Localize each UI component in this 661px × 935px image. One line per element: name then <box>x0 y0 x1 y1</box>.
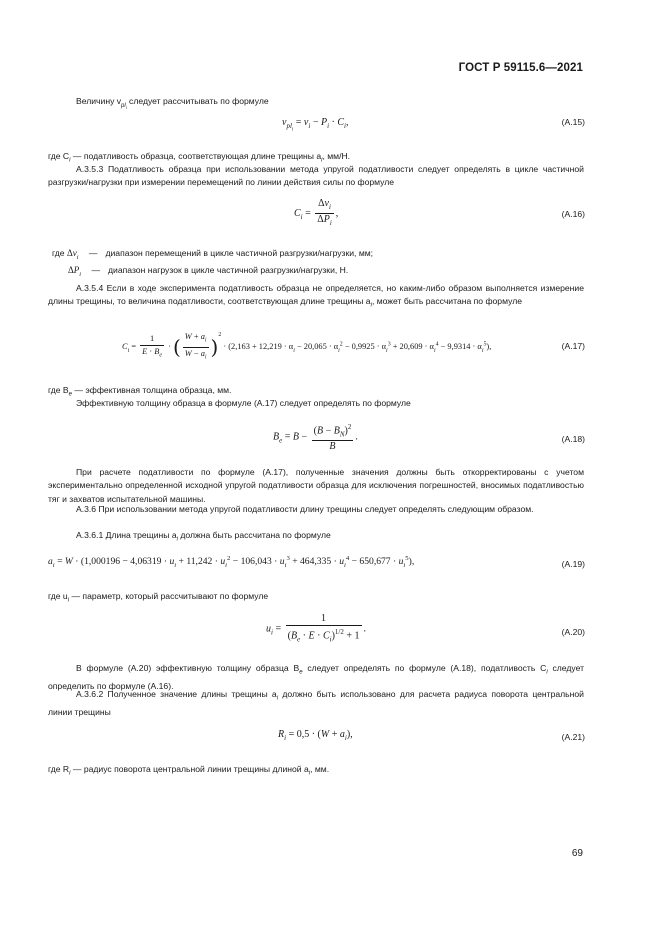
equation-number-a20: (A.20) <box>561 627 585 637</box>
formula-a21: $R_i = 0,5 \cdot (W + a_i)$, <box>278 729 353 742</box>
definition-u: где $u_i$ — параметр, который рассчитывают по формуле <box>48 591 269 604</box>
page-number: 69 <box>571 848 583 859</box>
paragraph-a354: А.3.5.4 Если в ходе эксперимента податливость образца не определяется, но каким-либо образом выполняется измерение длины трещины, то величина податливости, соответствующая длине трещины $a_i$, может быть рассчитана по формуле <box>48 283 584 310</box>
equation-number-a18: (A.18) <box>561 434 585 444</box>
equation-number-a21: (A.21) <box>561 732 585 742</box>
definition-c: где $C_i$ — податливость образца, соответствующая длине трещины $a_i$, мм/Н. <box>48 151 351 164</box>
formula-a19: $a_i = W \cdot (1,000196 - 4,06319 \cdot u_i + 11,242 \cdot u_i^2 - 106,043 \cdot u_i^3 + 464,335 \cdot u_i^4 - 650,677 \cdot u_i^5)$, <box>48 555 415 570</box>
paragraph-be: Эффективную толщину образца в формуле (A.17) следует определять по формуле <box>76 398 411 408</box>
paragraph-a353: А.3.5.3 Податливость образца при использовании метода упругой податливости следует определять в цикле частичной разгрузки/нагрузки при измерении перемещений по линии действия силы по формуле <box>48 164 584 188</box>
definition-be: где $B_e$ — эффективная толщина образца, мм. <box>48 385 232 398</box>
paragraph-a362: А.3.6.2 Полученное значение длины трещины $a_i$ должно быть использовано для расчета радиуса поворота центральной линии трещины <box>48 689 584 718</box>
equation-number-a19: (A.19) <box>561 559 585 569</box>
paragraph-vpl: Величину $v_{pl_i}$ следует рассчитывать по формуле <box>76 96 269 110</box>
definition-delta-p: $\Delta P_i$ — диапазон нагрузок в цикле частичной разгрузки/нагрузки, Н. <box>68 265 349 278</box>
definition-r: где $R_i$ — радиус поворота центральной линии трещины длиной $a_i$, мм. <box>48 764 330 777</box>
equation-number-a15: (A.15) <box>561 117 585 127</box>
formula-a20: $u_i$ = $\frac{1}{(B_e \cdot E \cdot C_i)^{1/2} + 1}$ . <box>266 613 367 644</box>
paragraph-a36: А.3.6 При использовании метода упругой податливости длину трещины следует определять следующим образом. <box>76 504 534 514</box>
equation-number-a16: (A.16) <box>561 209 585 219</box>
formula-a15: $v_{pl_i} = v_i - P_i \cdot C_i$, <box>282 117 349 133</box>
paragraph-a20: В формуле (A.20) эффективную толщину образца $B_e$ следует определять по формуле (A.18), податливость $C_i$ следует определить по формуле (A.16). <box>48 663 584 692</box>
formula-a16: $C_i$ = $\frac{\Delta v_i}{\Delta P_i}$ , <box>294 198 339 227</box>
formula-a17: $C_i$ = $\frac{1}{E \cdot B_e}$ · ( $\frac{W + a_i}{W - a_i}$ )$^2 \cdot (2,163 + 12,219 \cdot \alpha_i - 20,065 \cdot \alpha_i^2 - 0,9925 \cdot \alpha_i^3 + 20,609 \cdot \alpha_i^4 - 9,9314 \cdot \alpha_i^5)$, <box>122 332 492 361</box>
document-code-header: ГОСТ Р 59115.6—2021 <box>458 62 583 74</box>
paragraph-correction: При расчете податливости по формуле (A.17), полученные значения должны быть откорректированы с учетом экспериментально определенной исходной упругой податливости образца для исключения погрешностей, вносимых податливостью тяг и захватов испытательной машины. <box>48 467 584 504</box>
definition-delta-v: где $\Delta v_i$ — диапазон перемещений в цикле частичной разгрузки/нагрузки, мм; <box>52 248 374 261</box>
equation-number-a17: (A.17) <box>561 341 585 351</box>
formula-a18: $B_e = B$ − $\frac{(B - B_N)^2}{B}$ . <box>273 423 358 453</box>
paragraph-a361: А.3.6.1 Длина трещины $a_i$ должна быть рассчитана по формуле <box>76 530 331 543</box>
